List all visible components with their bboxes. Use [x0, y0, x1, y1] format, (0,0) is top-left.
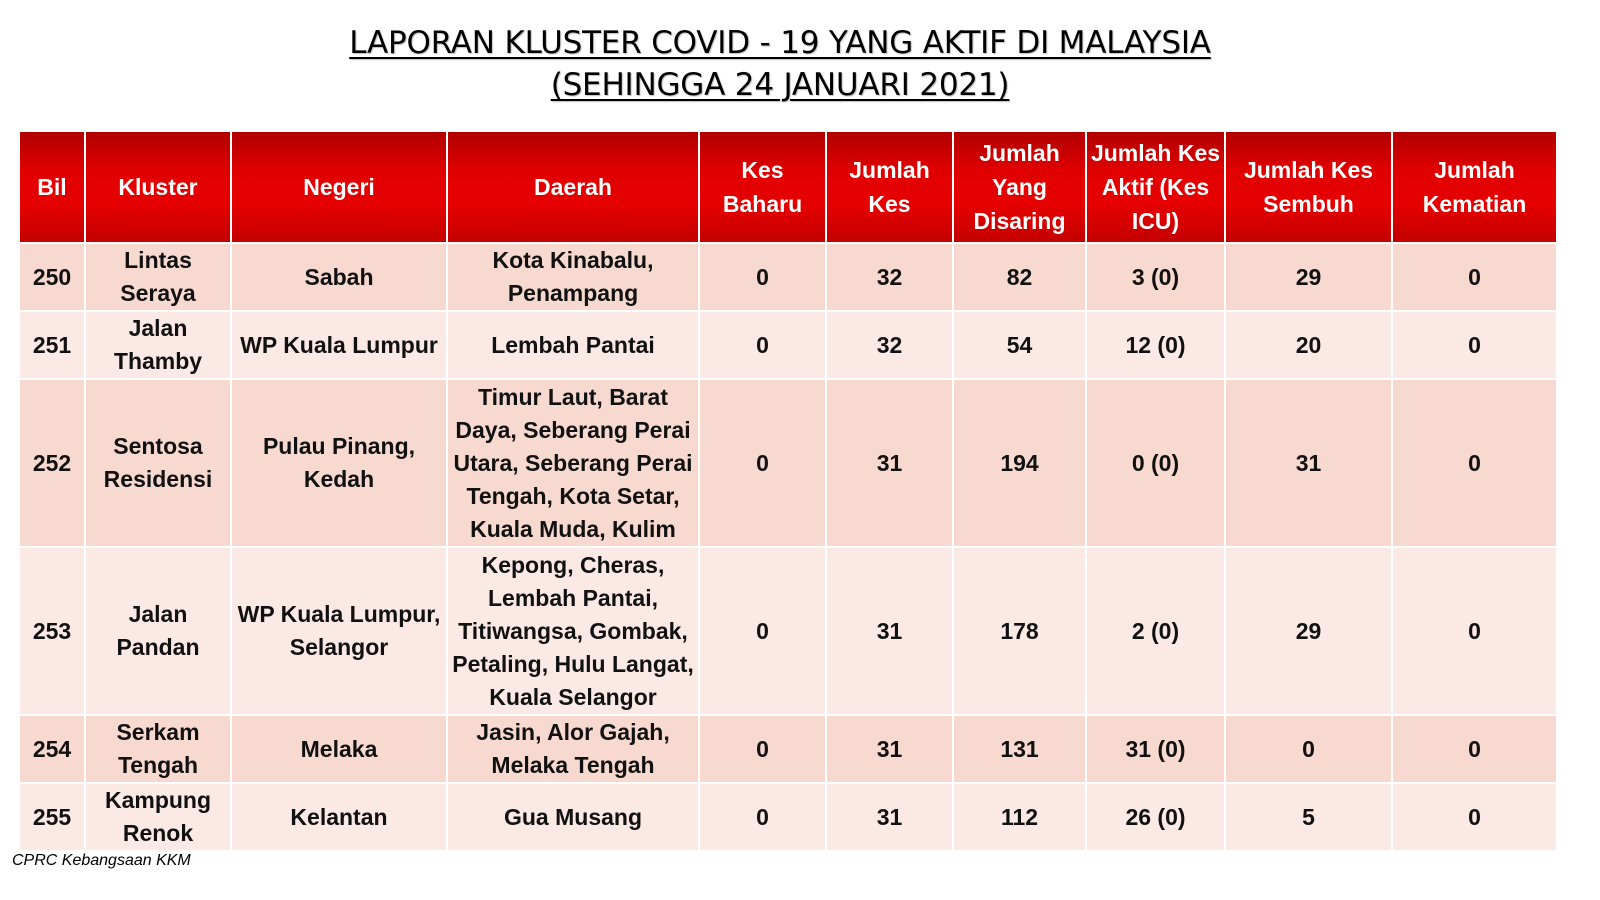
cell-kematian: 0 — [1393, 380, 1556, 546]
cell-kematian: 0 — [1393, 312, 1556, 378]
cell-kematian: 0 — [1393, 784, 1556, 850]
col-header-jumlah-kes: Jumlah Kes — [827, 132, 952, 242]
title-line-2: (SEHINGGA 24 JANUARI 2021) — [550, 67, 1010, 103]
cell-jumlah-disaring: 194 — [954, 380, 1085, 546]
cell-kes-aktif: 12 (0) — [1087, 312, 1224, 378]
cell-kematian: 0 — [1393, 716, 1556, 782]
cell-kes-aktif: 3 (0) — [1087, 244, 1224, 310]
cell-jumlah-kes: 31 — [827, 716, 952, 782]
cell-bil: 254 — [20, 716, 84, 782]
cell-jumlah-kes: 31 — [827, 548, 952, 714]
table-row — [20, 784, 1556, 850]
cell-kes-baharu: 0 — [700, 548, 825, 714]
col-header-negeri: Negeri — [232, 132, 446, 242]
cell-kes-aktif: 26 (0) — [1087, 784, 1224, 850]
cell-kes-aktif: 31 (0) — [1087, 716, 1224, 782]
col-header-kes-baharu: Kes Baharu — [700, 132, 825, 242]
cell-jumlah-kes: 32 — [827, 312, 952, 378]
cell-bil: 250 — [20, 244, 84, 310]
cell-kes-sembuh: 29 — [1226, 244, 1391, 310]
source-footer: CPRC Kebangsaan KKM — [12, 852, 191, 869]
cell-kluster: Jalan Thamby — [86, 312, 230, 378]
table-row — [20, 548, 1556, 714]
col-header-jumlah-kes-sembuh: Jumlah Kes Sembuh — [1226, 132, 1391, 242]
cell-negeri: WP Kuala Lumpur, Selangor — [232, 548, 446, 714]
cell-kluster: Sentosa Residensi — [86, 380, 230, 546]
cell-negeri: Sabah — [232, 244, 446, 310]
col-header-jumlah-kematian: Jumlah Kematian — [1393, 132, 1556, 242]
cell-negeri: Melaka — [232, 716, 446, 782]
cell-bil: 252 — [20, 380, 84, 546]
cell-kes-baharu: 0 — [700, 312, 825, 378]
cell-kluster: Lintas Seraya — [86, 244, 230, 310]
cell-daerah: Kepong, Cheras, Lembah Pantai, Titiwangsa, Gombak, Petaling, Hulu Langat, Kuala Selangor — [448, 548, 698, 714]
cell-bil: 255 — [20, 784, 84, 850]
cell-kes-sembuh: 29 — [1226, 548, 1391, 714]
cell-kluster: Kampung Renok — [86, 784, 230, 850]
cell-bil: 251 — [20, 312, 84, 378]
cell-kematian: 0 — [1393, 548, 1556, 714]
cell-kes-sembuh: 20 — [1226, 312, 1391, 378]
col-header-kluster: Kluster — [86, 132, 230, 242]
cell-daerah: Timur Laut, Barat Daya, Seberang Perai Utara, Seberang Perai Tengah, Kota Setar, Kuala Muda, Kulim — [448, 380, 698, 546]
cell-jumlah-disaring: 82 — [954, 244, 1085, 310]
report-title — [0, 22, 1560, 106]
cell-kes-baharu: 0 — [700, 380, 825, 546]
title-line-1: LAPORAN KLUSTER COVID - 19 YANG AKTIF DI MALAYSIA — [349, 25, 1211, 61]
table-row — [20, 716, 1556, 782]
table-row — [20, 244, 1556, 310]
cell-kluster: Serkam Tengah — [86, 716, 230, 782]
table-row — [20, 380, 1556, 546]
cell-jumlah-disaring: 54 — [954, 312, 1085, 378]
cell-kes-baharu: 0 — [700, 784, 825, 850]
cell-negeri: WP Kuala Lumpur — [232, 312, 446, 378]
cell-daerah: Kota Kinabalu, Penampang — [448, 244, 698, 310]
cell-daerah: Jasin, Alor Gajah, Melaka Tengah — [448, 716, 698, 782]
cell-daerah: Gua Musang — [448, 784, 698, 850]
cell-kes-baharu: 0 — [700, 244, 825, 310]
header-row — [20, 132, 1556, 242]
cell-jumlah-disaring: 112 — [954, 784, 1085, 850]
cell-jumlah-kes: 32 — [827, 244, 952, 310]
table-row — [20, 312, 1556, 378]
cell-kluster: Jalan Pandan — [86, 548, 230, 714]
cell-negeri: Pulau Pinang, Kedah — [232, 380, 446, 546]
cluster-table — [18, 130, 1558, 852]
cell-kes-aktif: 2 (0) — [1087, 548, 1224, 714]
cell-kes-aktif: 0 (0) — [1087, 380, 1224, 546]
cell-kematian: 0 — [1393, 244, 1556, 310]
cell-jumlah-disaring: 131 — [954, 716, 1085, 782]
col-header-jumlah-kes-aktif: Jumlah Kes Aktif (Kes ICU) — [1087, 132, 1224, 242]
cell-daerah: Lembah Pantai — [448, 312, 698, 378]
cell-negeri: Kelantan — [232, 784, 446, 850]
cell-kes-baharu: 0 — [700, 716, 825, 782]
cell-jumlah-kes: 31 — [827, 380, 952, 546]
cell-jumlah-disaring: 178 — [954, 548, 1085, 714]
col-header-jumlah-disaring: Jumlah Yang Disaring — [954, 132, 1085, 242]
cell-jumlah-kes: 31 — [827, 784, 952, 850]
cell-kes-sembuh: 5 — [1226, 784, 1391, 850]
col-header-daerah: Daerah — [448, 132, 698, 242]
col-header-bil: Bil — [20, 132, 84, 242]
cell-kes-sembuh: 31 — [1226, 380, 1391, 546]
cell-kes-sembuh: 0 — [1226, 716, 1391, 782]
cell-bil: 253 — [20, 548, 84, 714]
